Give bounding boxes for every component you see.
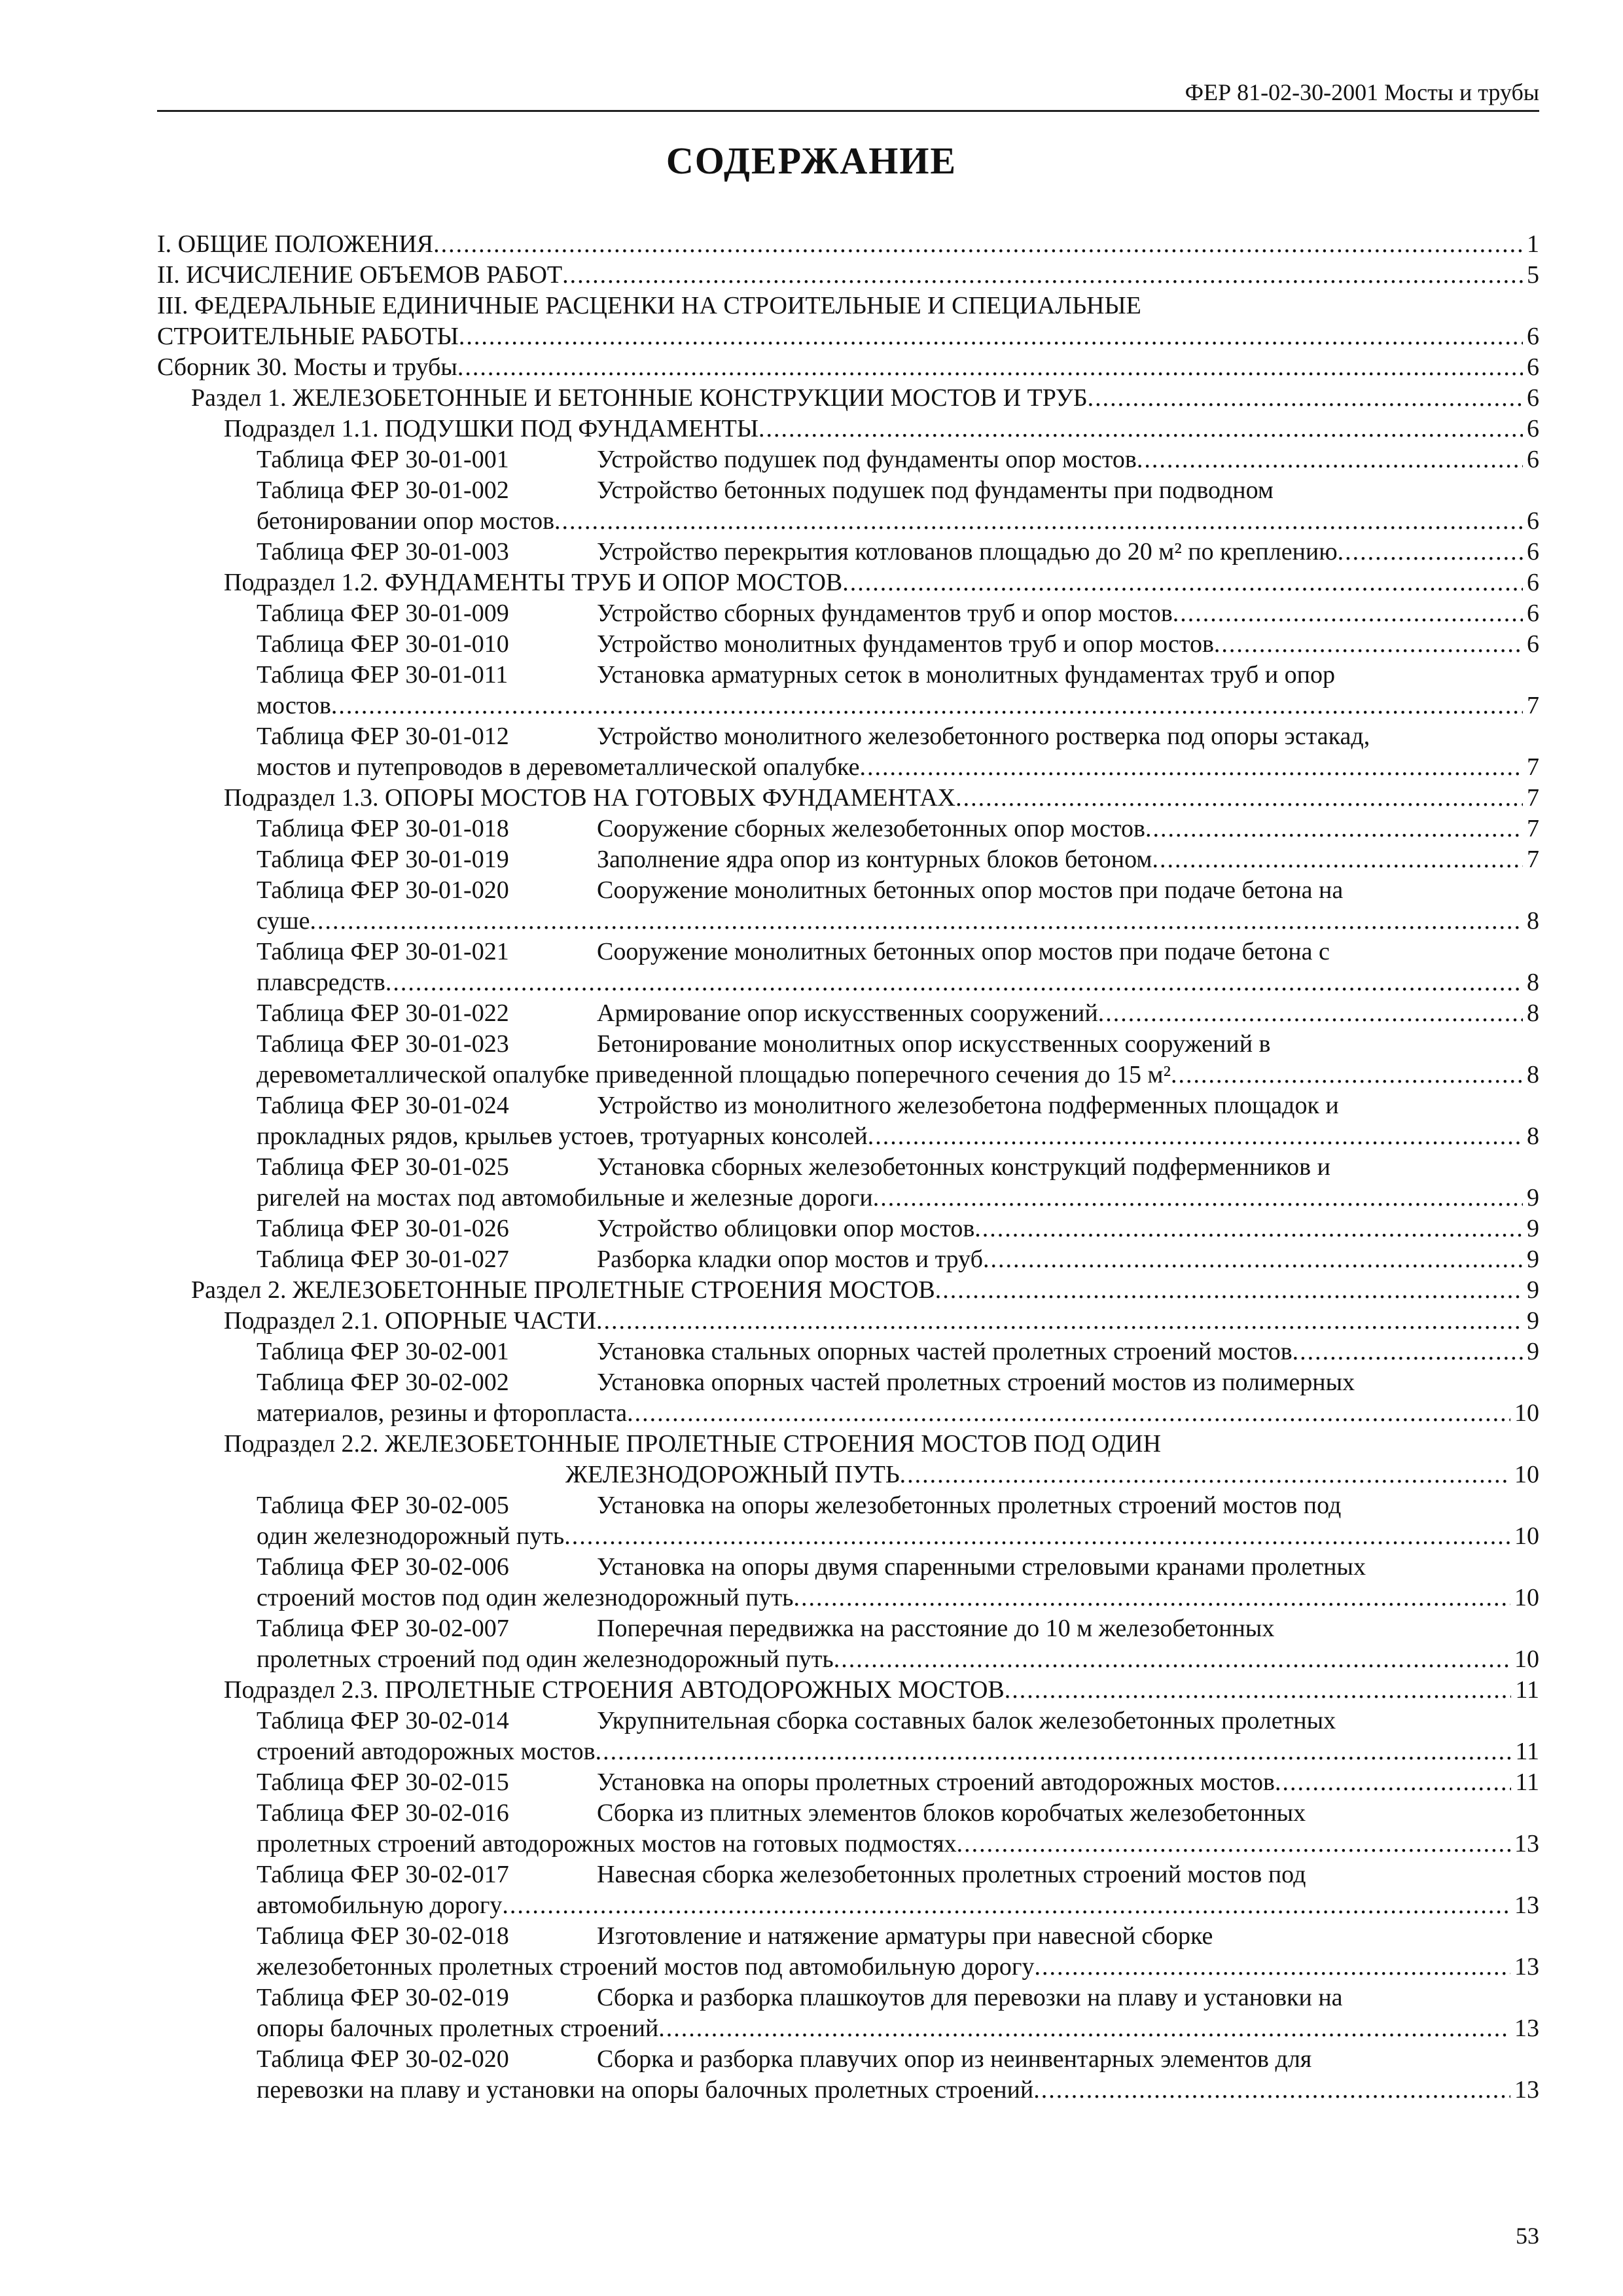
toc-entry-title: Установка на опоры двумя спаренными стреловыми кранами пролетных — [597, 1553, 1366, 1581]
toc-entry-title: Заполнение ядра опор из контурных блоков бетоном — [597, 846, 1152, 873]
toc-leader-line — [224, 1675, 1539, 1706]
toc-leader-line — [257, 1890, 1539, 1921]
toc-entry[interactable] — [157, 598, 1539, 629]
toc-leader-line — [224, 567, 1539, 598]
toc-entry[interactable] — [157, 1121, 1539, 1152]
toc-table-code: Таблица ФЕР 30-02-017 — [257, 1861, 509, 1888]
toc-page-number: 13 — [1514, 1830, 1539, 1857]
toc-dot-leader — [1171, 1060, 1523, 1090]
toc-leader-line — [257, 752, 1539, 783]
toc-entry-title: деревометаллической опалубке приведенной площадью поперечного сечения до 15 м² — [257, 1061, 1171, 1088]
toc-page-number: 7 — [1527, 753, 1539, 781]
toc-table-code: Таблица ФЕР 30-01-024 — [257, 1092, 509, 1119]
toc-leader-line — [257, 967, 1539, 998]
toc-entry-title: Навесная сборка железобетонных пролетных строений мостов под — [597, 1861, 1306, 1888]
toc-dot-leader — [860, 752, 1523, 783]
toc-entry-title: I. ОБЩИЕ ПОЛОЖЕНИЯ — [157, 230, 434, 258]
toc-page-number: 6 — [1527, 323, 1539, 350]
toc-entry[interactable] — [157, 1275, 1539, 1306]
toc-entry-title: Установка на опоры железобетонных пролетных строений мостов под — [597, 1492, 1342, 1519]
toc-table-code: Таблица ФЕР 30-01-020 — [257, 876, 509, 904]
toc-page-number: 11 — [1515, 1676, 1539, 1704]
toc-page-number: 10 — [1514, 1584, 1539, 1611]
toc-entry-title: ЖЕЛЕЗНОДОРОЖНЫЙ ПУТЬ — [565, 1461, 900, 1488]
toc-dot-leader — [433, 229, 1523, 260]
toc-dot-leader — [385, 967, 1523, 998]
toc-leader-line — [191, 383, 1539, 414]
toc-entry[interactable] — [157, 629, 1539, 660]
toc-entry-title: Сооружение монолитных бетонных опор мостов при подаче бетона с — [597, 938, 1330, 965]
toc-entry-title: пролетных строений автодорожных мостов на готовых подмостях — [257, 1830, 957, 1857]
toc-entry-title: Сооружение монолитных бетонных опор мостов при подаче бетона на — [597, 876, 1344, 904]
toc-entry[interactable] — [157, 383, 1539, 414]
toc-entry-title: СТРОИТЕЛЬНЫЕ РАБОТЫ — [157, 323, 459, 350]
toc-entry[interactable] — [157, 1213, 1539, 1244]
toc-dot-leader — [1088, 383, 1523, 414]
toc-page-number: 9 — [1527, 1184, 1539, 1211]
toc-entry-title: Сборник 30. Мосты и трубы — [157, 353, 457, 381]
toc-entry[interactable] — [157, 1859, 1539, 1890]
toc-entry[interactable] — [157, 1367, 1539, 1398]
toc-entry-title: мостов и путепроводов в деревометаллической опалубке — [257, 753, 860, 781]
toc-leader-line — [157, 260, 1539, 291]
toc-dot-leader — [957, 1829, 1510, 1859]
toc-table-code: Таблица ФЕР 30-02-007 — [257, 1615, 509, 1642]
toc-table-code: Таблица ФЕР 30-01-018 — [257, 815, 509, 842]
toc-leader-line — [224, 414, 1539, 444]
toc-entry-title: Подраздел 1.3. ОПОРЫ МОСТОВ НА ГОТОВЫХ ФУНДАМЕНТАХ — [224, 784, 956, 812]
toc-table-code: Таблица ФЕР 30-01-022 — [257, 999, 509, 1027]
toc-leader-line — [257, 1952, 1539, 1982]
toc-leader-line — [597, 998, 1539, 1029]
header-text: ФЕР 81-02-30-2001 Мосты и трубы — [1185, 79, 1539, 105]
toc-entry[interactable] — [157, 1613, 1539, 1644]
toc-entry[interactable] — [157, 1060, 1539, 1090]
toc-page-number: 13 — [1514, 2076, 1539, 2104]
toc-table-code: Таблица ФЕР 30-01-019 — [257, 846, 509, 873]
toc-dot-leader — [658, 2013, 1510, 2044]
toc-page-number: 9 — [1527, 1276, 1539, 1304]
toc-entry-title: Установка опорных частей пролетных строений мостов из полимерных — [597, 1369, 1355, 1396]
toc-page-number: 6 — [1527, 384, 1539, 412]
toc-entry[interactable] — [157, 721, 1539, 752]
toc-dot-leader — [564, 1521, 1510, 1552]
toc-dot-leader — [1005, 1675, 1512, 1706]
toc-leader-line — [257, 1644, 1539, 1675]
toc-leader-line — [597, 444, 1539, 475]
toc-leader-line — [597, 1213, 1539, 1244]
toc-leader-line — [597, 598, 1539, 629]
toc-page-number: 9 — [1527, 1246, 1539, 1273]
toc-entry-title: строений мостов под один железнодорожный путь — [257, 1584, 794, 1611]
toc-table-code: Таблица ФЕР 30-02-020 — [257, 2045, 509, 2073]
toc-entry-title: Подраздел 2.1. ОПОРНЫЕ ЧАСТИ — [224, 1307, 597, 1335]
toc-entry-title: Устройство подушек под фундаменты опор мостов — [597, 446, 1137, 473]
toc-dot-leader — [955, 783, 1523, 814]
toc-entry[interactable] — [157, 875, 1539, 906]
toc-dot-leader — [554, 506, 1523, 537]
toc-leader-line — [257, 1736, 1539, 1767]
toc-entry-title: Подраздел 1.1. ПОДУШКИ ПОД ФУНДАМЕНТЫ — [224, 415, 758, 442]
toc-dot-leader — [974, 1213, 1523, 1244]
toc-dot-leader — [1035, 1952, 1510, 1982]
toc-table-code: Таблица ФЕР 30-02-016 — [257, 1799, 509, 1827]
toc-entry[interactable] — [157, 1644, 1539, 1675]
toc-entry-title: Укрупнительная сборка составных балок железобетонных пролетных — [597, 1707, 1336, 1734]
toc-entry-title: Сборка из плитных элементов блоков коробчатых железобетонных — [597, 1799, 1306, 1827]
toc-page-number: 6 — [1527, 446, 1539, 473]
toc-entry[interactable] — [157, 1982, 1539, 2013]
toc-entry[interactable] — [157, 291, 1539, 321]
toc-entry-title: перевозки на плаву и установки на опоры балочных пролетных строений — [257, 2076, 1034, 2104]
toc-entry[interactable] — [157, 1952, 1539, 1982]
toc-dot-leader — [873, 1183, 1523, 1213]
toc-entry[interactable] — [157, 1890, 1539, 1921]
toc-entry[interactable] — [157, 1244, 1539, 1275]
toc-leader-line — [157, 229, 1539, 260]
toc-entry[interactable] — [157, 814, 1539, 844]
toc-table-code: Таблица ФЕР 30-01-011 — [257, 661, 508, 689]
toc-page-number: 6 — [1527, 353, 1539, 381]
toc-page-number: 10 — [1514, 1522, 1539, 1550]
toc-leader-line — [597, 814, 1539, 844]
toc-page-number: 7 — [1527, 784, 1539, 812]
toc-entry[interactable] — [157, 1336, 1539, 1367]
toc-entry-title: опоры балочных пролетных строений — [257, 2015, 659, 2042]
toc-entry-title: строений автодорожных мостов — [257, 1738, 596, 1765]
toc-entry-title: Раздел 2. ЖЕЛЕЗОБЕТОННЫЕ ПРОЛЕТНЫЕ СТРОЕНИЯ МОСТОВ — [191, 1276, 935, 1304]
toc-entry[interactable] — [157, 475, 1539, 506]
toc-entry-title: II. ИСЧИСЛЕНИЕ ОБЪЕМОВ РАБОТ — [157, 261, 563, 289]
toc-dot-leader — [562, 260, 1523, 291]
toc-dot-leader — [457, 352, 1523, 383]
toc-entry-title: суше — [257, 907, 310, 935]
toc-table-code: Таблица ФЕР 30-02-018 — [257, 1922, 509, 1950]
toc-leader-line — [257, 506, 1539, 537]
toc-page-number: 7 — [1527, 692, 1539, 719]
toc-dot-leader — [1137, 444, 1523, 475]
toc-leader-line — [224, 1306, 1539, 1336]
toc-entry-title: Устройство облицовки опор мостов — [597, 1215, 975, 1242]
toc-table-code: Таблица ФЕР 30-02-006 — [257, 1553, 509, 1581]
toc-leader-line — [257, 1121, 1539, 1152]
toc-entry[interactable] — [157, 1429, 1539, 1460]
toc-leader-line — [565, 1460, 1539, 1490]
toc-entry-title: Устройство перекрытия котлованов площадью до 20 м² по креплению — [597, 538, 1338, 565]
toc-entry-title: Установка на опоры пролетных строений автодорожных мостов — [597, 1768, 1275, 1796]
toc-page-number: 6 — [1527, 538, 1539, 565]
toc-page-number: 10 — [1514, 1399, 1539, 1427]
toc-entry[interactable] — [157, 1090, 1539, 1121]
toc-leader-line — [257, 1583, 1539, 1613]
toc-table-code: Таблица ФЕР 30-01-026 — [257, 1215, 509, 1242]
toc-leader-line — [191, 1275, 1539, 1306]
table-of-contents — [157, 229, 1539, 2106]
toc-entry-title: автомобильную дорогу — [257, 1892, 503, 1919]
toc-entry-title: Армирование опор искусственных сооружений — [597, 999, 1098, 1027]
toc-page-number: 11 — [1515, 1768, 1539, 1796]
toc-entry-title: Сборка и разборка плашкоутов для перевозки на плаву и установки на — [597, 1984, 1343, 2011]
toc-leader-line — [597, 844, 1539, 875]
toc-table-code: Таблица ФЕР 30-02-015 — [257, 1768, 509, 1796]
toc-entry[interactable] — [157, 1736, 1539, 1767]
toc-dot-leader — [983, 1244, 1523, 1275]
toc-entry[interactable] — [157, 1675, 1539, 1706]
toc-entry-title: ригелей на мостах под автомобильные и железные дороги — [257, 1184, 873, 1211]
toc-entry-title: Устройство монолитных фундаментов труб и опор мостов — [597, 630, 1214, 658]
toc-table-code: Таблица ФЕР 30-02-014 — [257, 1707, 509, 1734]
toc-page-number: 6 — [1527, 415, 1539, 442]
toc-leader-line — [257, 1183, 1539, 1213]
toc-page-number: 8 — [1527, 1122, 1539, 1150]
toc-page-number: 9 — [1527, 1338, 1539, 1365]
toc-entry[interactable] — [157, 2044, 1539, 2075]
toc-entry[interactable] — [157, 906, 1539, 937]
toc-page-number: 6 — [1527, 507, 1539, 535]
toc-page-number: 6 — [1527, 630, 1539, 658]
toc-entry-title: Поперечная передвижка на расстояние до 10 м железобетонных — [597, 1615, 1275, 1642]
toc-entry-title: Подраздел 2.2. ЖЕЛЕЗОБЕТОННЫЕ ПРОЛЕТНЫЕ СТРОЕНИЯ МОСТОВ ПОД ОДИН — [224, 1430, 1162, 1458]
toc-table-code: Таблица ФЕР 30-01-023 — [257, 1030, 509, 1058]
toc-table-code: Таблица ФЕР 30-01-009 — [257, 600, 509, 627]
toc-table-code: Таблица ФЕР 30-01-010 — [257, 630, 509, 658]
toc-table-code: Таблица ФЕР 30-02-005 — [257, 1492, 509, 1519]
toc-leader-line — [157, 321, 1539, 352]
toc-dot-leader — [310, 906, 1524, 937]
toc-page-number: 8 — [1527, 999, 1539, 1027]
toc-dot-leader — [900, 1460, 1510, 1490]
toc-entry[interactable] — [157, 1460, 1539, 1490]
toc-entry[interactable] — [157, 1029, 1539, 1060]
toc-entry[interactable] — [157, 352, 1539, 383]
toc-entry[interactable] — [157, 1521, 1539, 1552]
toc-page-number: 10 — [1514, 1461, 1539, 1488]
page-title: СОДЕРЖАНИЕ — [666, 139, 957, 182]
toc-table-code: Таблица ФЕР 30-02-019 — [257, 1984, 509, 2011]
toc-entry-title: материалов, резины и фторопласта — [257, 1399, 628, 1427]
toc-entry-title: Изготовление и натяжение арматуры при навесной сборке — [597, 1922, 1213, 1950]
toc-page-number: 10 — [1514, 1645, 1539, 1673]
toc-leader-line — [257, 1398, 1539, 1429]
toc-entry[interactable] — [157, 1398, 1539, 1429]
toc-entry[interactable] — [157, 660, 1539, 691]
toc-dot-leader — [1152, 844, 1523, 875]
toc-leader-line — [257, 1060, 1539, 1090]
toc-leader-line — [597, 629, 1539, 660]
toc-page-number: 13 — [1514, 1953, 1539, 1981]
toc-table-code: Таблица ФЕР 30-01-021 — [257, 938, 509, 965]
toc-entry[interactable] — [157, 1552, 1539, 1583]
toc-dot-leader — [596, 1736, 1512, 1767]
toc-leader-line — [257, 906, 1539, 937]
toc-dot-leader — [935, 1275, 1523, 1306]
toc-leader-line — [224, 783, 1539, 814]
toc-entry[interactable] — [157, 1490, 1539, 1521]
toc-entry-title: железобетонных пролетных строений мостов под автомобильную дорогу — [257, 1953, 1035, 1981]
toc-entry-title: III. ФЕДЕРАЛЬНЫЕ ЕДИНИЧНЫЕ РАСЦЕНКИ НА СТРОИТЕЛЬНЫЕ И СПЕЦИАЛЬНЫЕ — [157, 292, 1141, 319]
toc-entry[interactable] — [157, 414, 1539, 444]
toc-entry-title: плавсредств — [257, 969, 385, 996]
toc-entry-title: Устройство сборных фундаментов труб и опор мостов — [597, 600, 1173, 627]
toc-entry[interactable] — [157, 998, 1539, 1029]
toc-entry-title: мостов — [257, 692, 331, 719]
toc-entry-title: Подраздел 2.3. ПРОЛЕТНЫЕ СТРОЕНИЯ АВТОДОРОЖНЫХ МОСТОВ — [224, 1676, 1005, 1704]
toc-entry[interactable] — [157, 1921, 1539, 1952]
toc-entry-title: Раздел 1. ЖЕЛЕЗОБЕТОННЫЕ И БЕТОННЫЕ КОНСТРУКЦИИ МОСТОВ И ТРУБ — [191, 384, 1088, 412]
toc-page-number: 1 — [1527, 230, 1539, 258]
toc-dot-leader — [842, 567, 1523, 598]
toc-entry[interactable] — [157, 2013, 1539, 2044]
toc-table-code: Таблица ФЕР 30-01-027 — [257, 1246, 509, 1273]
toc-entry[interactable] — [157, 967, 1539, 998]
toc-entry[interactable] — [157, 321, 1539, 352]
toc-table-code: Таблица ФЕР 30-01-025 — [257, 1153, 509, 1181]
toc-dot-leader — [834, 1644, 1510, 1675]
toc-table-code: Таблица ФЕР 30-01-003 — [257, 538, 509, 565]
toc-entry[interactable] — [157, 260, 1539, 291]
toc-dot-leader — [758, 414, 1523, 444]
toc-leader-line — [597, 1336, 1539, 1367]
toc-entry-title: Установка арматурных сеток в монолитных фундаментах труб и опор — [597, 661, 1335, 689]
toc-entry[interactable] — [157, 783, 1539, 814]
toc-entry[interactable] — [157, 506, 1539, 537]
toc-leader-line — [597, 537, 1539, 567]
toc-page-number: 7 — [1527, 846, 1539, 873]
toc-dot-leader — [1145, 814, 1523, 844]
toc-entry[interactable] — [157, 1829, 1539, 1859]
toc-entry-title: Разборка кладки опор мостов и труб — [597, 1246, 984, 1273]
toc-entry[interactable] — [157, 1798, 1539, 1829]
toc-entry[interactable] — [157, 1583, 1539, 1613]
toc-table-code: Таблица ФЕР 30-01-012 — [257, 723, 509, 750]
toc-dot-leader — [459, 321, 1523, 352]
toc-entry-title: Бетонирование монолитных опор искусственных сооружений в — [597, 1030, 1271, 1058]
toc-dot-leader — [627, 1398, 1510, 1429]
toc-page-number: 8 — [1527, 1061, 1539, 1088]
toc-leader-line — [597, 1244, 1539, 1275]
toc-page-number: 7 — [1527, 815, 1539, 842]
toc-page-number: 8 — [1527, 969, 1539, 996]
toc-leader-line — [157, 352, 1539, 383]
toc-dot-leader — [331, 691, 1523, 721]
toc-page-number: 6 — [1527, 600, 1539, 627]
toc-dot-leader — [868, 1121, 1523, 1152]
toc-entry[interactable] — [157, 1306, 1539, 1336]
toc-dot-leader — [1098, 998, 1523, 1029]
toc-entry-title: Сооружение сборных железобетонных опор мостов — [597, 815, 1145, 842]
toc-entry[interactable] — [157, 444, 1539, 475]
page-number: 53 — [1516, 2223, 1539, 2249]
toc-entry[interactable] — [157, 537, 1539, 567]
toc-page-number: 5 — [1527, 261, 1539, 289]
toc-leader-line — [257, 691, 1539, 721]
toc-dot-leader — [1293, 1336, 1523, 1367]
toc-entry[interactable] — [157, 752, 1539, 783]
toc-table-code: Таблица ФЕР 30-01-002 — [257, 476, 509, 504]
toc-page-number: 13 — [1514, 1892, 1539, 1919]
toc-leader-line — [257, 2013, 1539, 2044]
running-header — [157, 73, 1539, 112]
toc-entry[interactable] — [157, 1706, 1539, 1736]
toc-entry[interactable] — [157, 1767, 1539, 1798]
toc-leader-line — [257, 2075, 1539, 2106]
toc-dot-leader — [596, 1306, 1523, 1336]
toc-entry[interactable] — [157, 567, 1539, 598]
toc-page-number: 8 — [1527, 907, 1539, 935]
toc-leader-line — [257, 1829, 1539, 1859]
toc-entry-title: Устройство из монолитного железобетона подферменных площадок и — [597, 1092, 1339, 1119]
toc-page-number: 11 — [1515, 1738, 1539, 1765]
toc-entry-title: Установка стальных опорных частей пролетных строений мостов — [597, 1338, 1293, 1365]
toc-table-code: Таблица ФЕР 30-02-001 — [257, 1338, 509, 1365]
toc-entry-title: Устройство монолитного железобетонного ростверка под опоры эстакад, — [597, 723, 1370, 750]
toc-dot-leader — [1275, 1767, 1511, 1798]
toc-entry[interactable] — [157, 229, 1539, 260]
toc-entry-title: прокладных рядов, крыльев устоев, тротуарных консолей — [257, 1122, 868, 1150]
toc-entry-title: Подраздел 1.2. ФУНДАМЕНТЫ ТРУБ И ОПОР МОСТОВ — [224, 569, 843, 596]
toc-entry-title: Установка сборных железобетонных конструкций подферменников и — [597, 1153, 1330, 1181]
toc-entry-title: Сборка и разборка плавучих опор из неинвентарных элементов для — [597, 2045, 1312, 2073]
toc-dot-leader — [1214, 629, 1523, 660]
toc-entry[interactable] — [157, 844, 1539, 875]
toc-entry[interactable] — [157, 2075, 1539, 2106]
toc-page-number: 9 — [1527, 1307, 1539, 1335]
toc-entry-title: бетонировании опор мостов — [257, 507, 555, 535]
toc-dot-leader — [793, 1583, 1510, 1613]
toc-leader-line — [257, 1521, 1539, 1552]
toc-page-number: 6 — [1527, 569, 1539, 596]
toc-dot-leader — [1338, 537, 1523, 567]
toc-leader-line — [597, 1767, 1539, 1798]
toc-entry-title: пролетных строений под один железнодорожный путь — [257, 1645, 834, 1673]
toc-page-number: 9 — [1527, 1215, 1539, 1242]
toc-table-code: Таблица ФЕР 30-01-001 — [257, 446, 509, 473]
toc-dot-leader — [502, 1890, 1510, 1921]
toc-page-number: 13 — [1514, 2015, 1539, 2042]
toc-dot-leader — [1033, 2075, 1510, 2106]
toc-table-code: Таблица ФЕР 30-02-002 — [257, 1369, 509, 1396]
toc-entry[interactable] — [157, 1152, 1539, 1183]
toc-dot-leader — [1173, 598, 1523, 629]
toc-entry-title: один железнодорожный путь — [257, 1522, 565, 1550]
toc-entry[interactable] — [157, 1183, 1539, 1213]
toc-entry-title: Устройство бетонных подушек под фундаменты при подводном — [597, 476, 1274, 504]
toc-entry[interactable] — [157, 691, 1539, 721]
toc-entry[interactable] — [157, 937, 1539, 967]
